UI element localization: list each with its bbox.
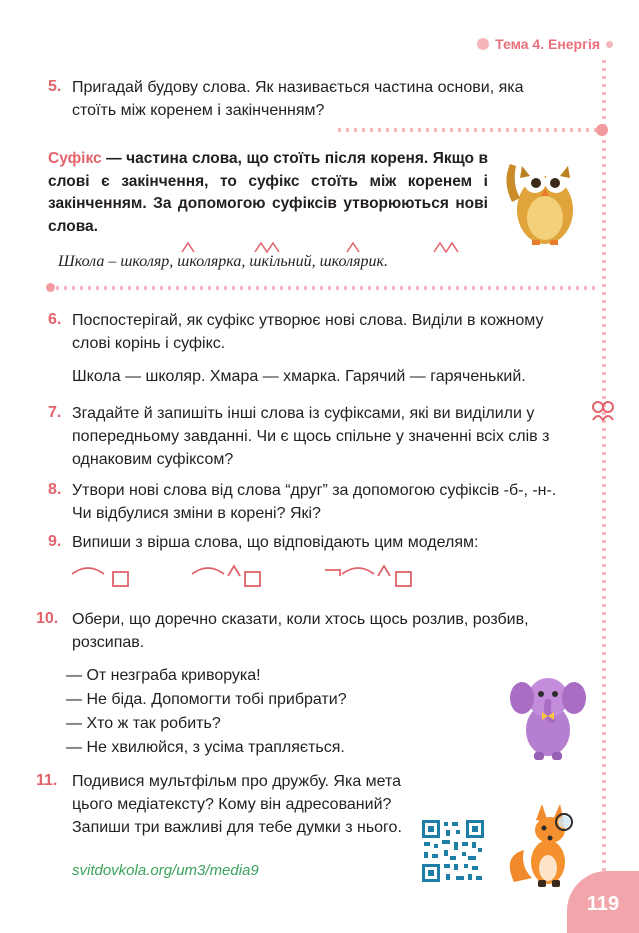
task-text: Обери, що доречно сказати, коли хтось щось розлив, розбив, розсипав. (72, 611, 529, 651)
rule-text: — частина слова, що стоїть після кореня. Якщо в слові є закінчення, то суфікс стоїть між коренем і закінченням. За допомогою суфіксів утворюються нові слова. (48, 150, 488, 235)
topic-title: Тема 4. Енергія (495, 36, 600, 52)
task-text: Поспостерігай, як суфікс утворює нові слова. Виділи в кожному слові корінь і суфікс. (72, 312, 544, 352)
page-number: 119 (567, 871, 639, 933)
rule-term: Суфікс (48, 150, 102, 167)
dotted-divider-vertical (602, 60, 606, 880)
rule-box (48, 148, 488, 238)
bullet-icon (477, 38, 489, 50)
task-text: Подивися мультфільм про дружбу. Яка мета цього медіатексту? Кому він адресований? Запиши три важливі для тебе думки з нього. (72, 773, 402, 836)
elephant-illustration (508, 668, 588, 762)
task-number: 11. (36, 772, 58, 789)
dialog-option: — От незграба криворука! (66, 667, 261, 684)
media-link[interactable]: svitdovkola.org/um3/media9 (72, 862, 259, 879)
bullet-icon (606, 41, 613, 48)
task-number: 7. (48, 404, 62, 421)
qr-code[interactable] (420, 818, 486, 884)
task-text: Утвори нові слова від слова “друг” за допомогою суфіксів -б-, -н-. Чи відбулися зміни в корені? Які? (72, 482, 557, 522)
task-number: 9. (48, 533, 62, 550)
root-marks (56, 240, 496, 254)
task-text: Випиши з вірша слова, що відповідають цим моделям: (72, 534, 479, 551)
topic-header (477, 36, 613, 52)
task-number: 8. (48, 481, 62, 498)
dotted-divider (338, 128, 600, 132)
task-number: 10. (36, 610, 59, 627)
pair-work-icon (590, 398, 616, 424)
task-text: Пригадай будову слова. Як називається частина основи, яка стоїть між коренем і закінченням? (72, 79, 524, 119)
task-number: 6. (48, 311, 62, 328)
owl-illustration (490, 152, 590, 246)
task-text: Згадайте й запишіть інші слова із суфіксами, які ви виділили у попередньому завданні. Чи є щось спільне у значенні всіх слів з однаковим суфіксом? (72, 405, 550, 468)
dotted-divider (48, 286, 596, 290)
task-number: 5. (48, 78, 62, 95)
dialog-option: — Хто ж так робить? (66, 715, 221, 732)
rule-example: Школа – школяр, школярка, шкільний, школярик. (58, 253, 389, 270)
word-model-diagrams (70, 560, 450, 590)
task-example: Школа — школяр. Хмара — хмарка. Гарячий — гаряченький. (72, 368, 526, 385)
fox-illustration (506, 800, 586, 890)
dialog-option: — Не хвилюйся, з усіма трапляється. (66, 739, 345, 756)
dialog-option: — Не біда. Допомогти тобі прибрати? (66, 691, 347, 708)
